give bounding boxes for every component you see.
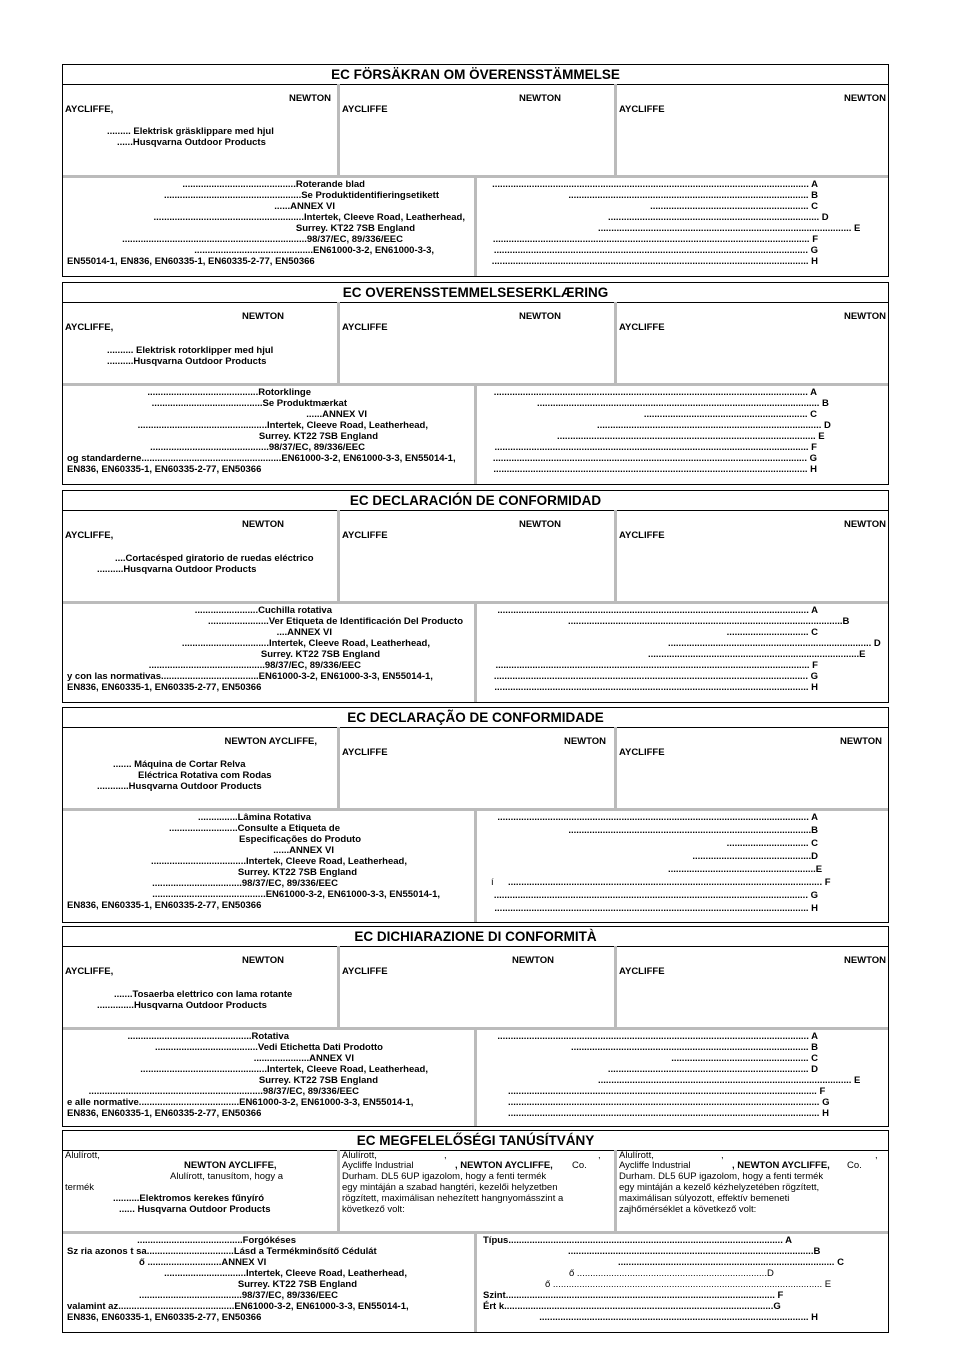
section-grid	[62, 302, 889, 485]
spec-line: .......................................98/37/EC, 89/336/EEC	[138, 1290, 338, 1301]
spec-line: ............................................................................. D	[668, 638, 881, 649]
spec-line: ........................................................................................... B	[568, 190, 818, 201]
spec-line: .................................................................................. C	[618, 1257, 844, 1268]
spec-line: ......ANNEX VI	[274, 201, 335, 212]
right-list	[477, 1030, 888, 1126]
company-text: AYCLIFFE,	[65, 966, 114, 977]
spec-line: Ért k......................................................................................................G	[483, 1301, 781, 1312]
data-row	[63, 1234, 888, 1332]
column-3	[617, 727, 888, 808]
product-text: ......... Elektrisk gräsklippare med hjul	[107, 126, 274, 137]
spec-line: .........................................................Intertek, Cleeve Road, Leatherhead,	[153, 212, 465, 223]
spec-line: e alle normative......................................EN61000-3-2, EN61000-3-3, EN55014-1,	[67, 1097, 414, 1108]
column-2	[340, 1150, 617, 1231]
spec-line: ő ........................................................................D	[569, 1268, 774, 1279]
product-text: ..........Elektromos kerekes fűnyíró	[113, 1193, 265, 1204]
company-text: AYCLIFFE	[619, 530, 665, 541]
section-title: EC FÖRSÄKRAN OM ÖVERENSSTÄMMELSE	[62, 64, 889, 85]
spec-line: ...........................................EN61000-3-2, EN61000-3-3, EN55014-1,	[152, 889, 440, 900]
right-list	[477, 178, 888, 276]
header-row	[63, 84, 888, 175]
spec-line: ............................................................................................B	[568, 825, 818, 836]
company-text: NEWTON AYCLIFFE,	[184, 1160, 277, 1171]
intro-text: termék	[65, 1182, 95, 1193]
data-row	[63, 386, 888, 484]
column-2	[340, 727, 617, 808]
spec-line: ............................................98/37/EC, 89/336/EEC	[148, 660, 361, 671]
spec-line: ........................................................................................................................ A	[492, 179, 818, 190]
spec-line: ........................................................................................................................ F	[492, 234, 818, 245]
spec-line: Típus........................................................................................................ A	[483, 1235, 792, 1246]
spec-line: ...............Lâmina Rotativa	[198, 812, 311, 823]
spec-line: ......................................................................98/37/EC, 89/336/EEC	[122, 234, 403, 245]
spec-line: ....................................................................................................................... F	[495, 660, 818, 671]
column-3	[617, 302, 888, 383]
spec-line: .................................................... C	[671, 1053, 818, 1064]
spec-line: ő ...................................................................................................... E	[545, 1279, 832, 1290]
spec-line: .......................Ver Etiqueta de Identificación Del Producto	[208, 616, 463, 627]
spec-line: EN836, EN60335-1, EN60335-2-77, EN50366	[67, 1312, 262, 1323]
column-3	[617, 946, 888, 1027]
column-1	[63, 727, 340, 808]
intro-text: Alulírott,	[619, 1150, 654, 1161]
spec-line: ...........................................Roterande blad	[182, 179, 365, 190]
section-grid	[62, 946, 889, 1127]
spec-line: ................................................................................ D	[608, 212, 829, 223]
product-text: Eléctrica Rotativa com Rodas	[138, 770, 272, 781]
section-grid	[62, 1150, 889, 1333]
brand-text: ..........Husqvarna Outdoor Products	[107, 356, 267, 367]
company-text: AYCLIFFE	[342, 747, 388, 758]
right-list	[477, 386, 888, 484]
spec-line: .............................................98/37/EC, 89/336/EEC	[150, 442, 365, 453]
company-text: NEWTON	[241, 955, 284, 966]
spec-line: Especificações do Produto	[239, 834, 361, 845]
spec-line: EN836, EN60335-1, EN60335-2-77, EN50366	[67, 682, 262, 693]
intro-text: maximálisan súlyozott, effektív bemeneti	[619, 1193, 790, 1204]
spec-line: ............................................................ C	[650, 201, 818, 212]
spec-line: í	[491, 877, 494, 888]
company-text: AYCLIFFE	[619, 104, 665, 115]
spec-line: .............................................................. C	[643, 409, 817, 420]
spec-line: ..........................Consulte a Etiqueta de	[168, 823, 340, 834]
spec-line: valamint az............................................EN61000-3-2, EN61000-3-3, EN55014-1,	[67, 1301, 409, 1312]
product-text: .......Tosaerba elettrico con lama rotante	[114, 989, 293, 1000]
column-2	[340, 84, 617, 175]
spec-line: .............................................................................................B	[568, 1246, 821, 1257]
spec-line: EN55014-1, EN836, EN60335-1, EN60335-2-77, EN50366	[67, 256, 315, 267]
spec-line: .............................................D	[692, 851, 818, 862]
intro-text: Alulírott, tanusítom, hogy a	[170, 1171, 284, 1182]
spec-line: ................................................................................................ E	[598, 1075, 861, 1086]
left-list	[63, 178, 477, 276]
section-title: EC MEGFELELŐSÉGI TANÚSÍTVÁNY	[62, 1130, 889, 1151]
spec-line: Surrey. KT22 7SB England	[237, 867, 357, 878]
column-1	[63, 84, 340, 175]
company-text: AYCLIFFE	[342, 322, 388, 333]
column-1	[63, 1150, 340, 1231]
left-list	[63, 1030, 477, 1126]
spec-line: Surrey. KT22 7SB England	[258, 431, 378, 442]
intro-text: Alulírott,	[65, 1150, 100, 1161]
section-title: EC DECLARAÇÃO DE CONFORMIDADE	[62, 707, 889, 728]
spec-line: .................................................Intertek, Cleeve Road, Leatherhead,	[137, 420, 428, 431]
spec-line: ..........................................Rotorklinge	[147, 387, 311, 398]
spec-line: ....................................................................................................................... F	[494, 442, 817, 453]
spec-line: ................................................................................E	[648, 649, 866, 660]
spec-line: ....................................................................................................................... F	[508, 877, 831, 888]
spec-line: og standarderne.....................................................EN61000-3-2, EN61000-3-3, EN55014-1,	[67, 453, 456, 464]
header-row	[63, 946, 888, 1027]
column-3	[617, 84, 888, 175]
spec-line: ő ............................ANNEX VI	[139, 1257, 267, 1268]
spec-line: ....................................................................................................................... H	[494, 903, 818, 914]
column-3	[617, 510, 888, 601]
brand-text: ............Husqvarna Outdoor Products	[97, 781, 262, 792]
spec-line: EN836, EN60335-1, EN60335-2-77, EN50366	[67, 1108, 262, 1119]
brand-text: ..........Husqvarna Outdoor Products	[97, 564, 257, 575]
header-row	[63, 510, 888, 601]
spec-line: ....................................................................................................................... H	[493, 464, 817, 475]
company-text: NEWTON	[518, 519, 561, 530]
intro-text: ,	[875, 1150, 878, 1161]
company-text: AYCLIFFE	[342, 104, 388, 115]
company-text: NEWTON	[241, 311, 284, 322]
intro-text: ,	[444, 1150, 447, 1161]
spec-line: ...................................................................................................................... A	[497, 812, 818, 823]
spec-line: .......................................Vedi Etichetta Dati Prodotto	[154, 1042, 383, 1053]
company-text: AYCLIFFE,	[65, 530, 114, 541]
company-text: NEWTON	[563, 736, 606, 747]
header-row	[63, 727, 888, 808]
spec-line: Surrey. KT22 7SB England	[258, 1075, 378, 1086]
right-list	[477, 811, 888, 922]
company-text: NEWTON	[518, 93, 561, 104]
spec-line: ..................................98/37/EC, 89/336/EEC	[152, 878, 338, 889]
spec-line: ................................................................................................ E	[598, 223, 861, 234]
brand-text: ...... Husqvarna Outdoor Products	[119, 1204, 271, 1215]
spec-line: ..................................................................................... D	[597, 420, 831, 431]
intro-text: Durham. DL5 6UP igazolom, hogy a fenti termék	[342, 1171, 547, 1182]
spec-line: ..........................................Se Produktmærkat	[151, 398, 347, 409]
spec-line: ....................................Intertek, Cleeve Road, Leatherhead,	[150, 856, 407, 867]
spec-line: ............................................................................ D	[607, 1064, 818, 1075]
company-text: , NEWTON AYCLIFFE,	[732, 1160, 830, 1171]
spec-line: ...............................................Rotativa	[127, 1031, 289, 1042]
spec-line: .................................................................................................. E	[557, 431, 825, 442]
right-list	[477, 604, 888, 702]
intro-text: Co.	[847, 1160, 862, 1171]
intro-text: rögzített, maximálisan nehezített hangnyomásszint a	[342, 1193, 564, 1204]
spec-line: ....ANNEX VI	[276, 627, 332, 638]
company-text: NEWTON	[839, 736, 882, 747]
data-row	[63, 604, 888, 702]
company-text: AYCLIFFE	[619, 747, 665, 758]
intro-text: egy mintáján a kezelő kézhelyzetében rögzített,	[619, 1182, 820, 1193]
spec-line: Surrey. KT22 7SB England	[260, 649, 380, 660]
spec-line: .....................ANNEX VI	[253, 1053, 354, 1064]
company-text: NEWTON	[843, 519, 886, 530]
spec-line: EN836, EN60335-1, EN60335-2-77, EN50366	[67, 900, 262, 911]
header-row	[63, 302, 888, 383]
section-title: EC DICHIARAZIONE DI CONFORMITÀ	[62, 926, 889, 947]
left-list	[63, 386, 477, 484]
spec-line: ....................................................................................................................... G	[493, 245, 818, 256]
section-grid	[62, 727, 889, 923]
brand-text: ......Husqvarna Outdoor Products	[117, 137, 266, 148]
spec-line: ...................................................................................................... H	[539, 1312, 818, 1323]
company-text: AYCLIFFE,	[65, 104, 114, 115]
company-text: NEWTON	[518, 311, 561, 322]
spec-line: Szint...................................................................................................... F	[483, 1290, 784, 1301]
column-2	[340, 510, 617, 601]
column-3	[617, 1150, 888, 1231]
spec-line: ....................................................................................................................... G	[492, 453, 817, 464]
column-1	[63, 510, 340, 601]
spec-line: ....................................................................................................................... G	[493, 671, 818, 682]
header-row	[63, 1150, 888, 1231]
company-text: NEWTON	[843, 955, 886, 966]
company-text: NEWTON	[288, 93, 331, 104]
column-2	[340, 946, 617, 1027]
left-list	[63, 811, 477, 922]
spec-line: ...............................Intertek, Cleeve Road, Leatherhead,	[164, 1268, 407, 1279]
spec-line: ......ANNEX VI	[306, 409, 367, 420]
spec-line: ....................................................................................................................... G	[493, 890, 818, 901]
column-1	[63, 946, 340, 1027]
data-row	[63, 811, 888, 922]
company-text: AYCLIFFE	[342, 530, 388, 541]
section-grid	[62, 84, 889, 277]
company-text: NEWTON	[843, 93, 886, 104]
spec-line: ........................................Forgókéses	[137, 1235, 296, 1246]
right-list	[477, 1234, 888, 1332]
intro-text: zajhőmérséklet a következő volt:	[619, 1204, 757, 1215]
spec-line: ....................................................................................................................... A	[493, 387, 817, 398]
intro-text: Durham. DL5 6UP igazolom, hogy a fenti termék	[619, 1171, 824, 1182]
spec-line: ........................................................E	[668, 864, 823, 875]
spec-line: Surrey. KT22 7SB England	[237, 1279, 357, 1290]
spec-line: ........................................................................................................................ H	[491, 256, 818, 267]
spec-line: Sz ria azonos t sa.................................Lásd a Termékminősítő Cédulát	[67, 1246, 377, 1257]
intro-text: Co.	[572, 1160, 587, 1171]
intro-text: ,	[598, 1150, 601, 1161]
spec-line: ...................................................................................................................... A	[497, 1031, 818, 1042]
spec-line: ......ANNEX VI	[273, 845, 334, 856]
product-text: ....... Máquina de Cortar Relva	[113, 759, 246, 770]
data-row	[63, 1030, 888, 1126]
spec-line: ............................... C	[726, 627, 818, 638]
brand-text: ..............Husqvarna Outdoor Products	[97, 1000, 267, 1011]
company-text: AYCLIFFE	[342, 966, 388, 977]
spec-line: ....................................................................................................................... H	[494, 682, 818, 693]
spec-line: ..................................................................................................................... F	[508, 1086, 826, 1097]
data-row	[63, 178, 888, 276]
section-title: EC OVERENSSTEMMELSESERKLÆRING	[62, 282, 889, 303]
section-grid	[62, 510, 889, 703]
spec-line: ...................................................................................................................... G	[508, 1097, 830, 1108]
company-text: NEWTON	[843, 311, 886, 322]
spec-line: ...................................................................................................................... A	[497, 605, 818, 616]
company-text: AYCLIFFE	[619, 322, 665, 333]
intro-text: ,	[721, 1150, 724, 1161]
spec-line: y con las normativas.....................................EN61000-3-2, EN61000-3-3, EN55014-1,	[67, 671, 433, 682]
spec-line: ...................................................................................................................... H	[508, 1108, 829, 1119]
spec-line: .......................................................................................... B	[570, 1042, 818, 1053]
spec-line: ........................................................................................................B	[568, 616, 850, 627]
spec-line: ............................... C	[726, 838, 818, 849]
intro-text: Alulírott,	[342, 1150, 377, 1161]
spec-line: .................................Intertek, Cleeve Road, Leatherhead,	[181, 638, 430, 649]
company-text: , NEWTON AYCLIFFE,	[455, 1160, 553, 1171]
company-text: NEWTON	[241, 519, 284, 530]
spec-line: ........................Cuchilla rotativa	[194, 605, 332, 616]
spec-line: ....................................................Se Produktidentifieringsetikett	[163, 190, 439, 201]
left-list	[63, 604, 477, 702]
intro-text: Aycliffe Industrial	[619, 1160, 691, 1171]
spec-line: ..................................................................98/37/EC, 89/336/EEC	[88, 1086, 359, 1097]
intro-text: egy mintáján a szabad hangtéri, kezelői helyzetben	[342, 1182, 558, 1193]
company-text: NEWTON AYCLIFFE,	[224, 736, 317, 747]
column-2	[340, 302, 617, 383]
company-text: AYCLIFFE	[619, 966, 665, 977]
spec-line: Surrey. KT22 7SB England	[295, 223, 415, 234]
product-text: .......... Elektrisk rotorklipper med hjul	[107, 345, 274, 356]
section-title: EC DECLARACIÓN DE CONFORMIDAD	[62, 490, 889, 511]
intro-text: következő volt:	[342, 1204, 405, 1215]
spec-line: EN836, EN60335-1, EN60335-2-77, EN50366	[67, 464, 262, 475]
intro-text: Aycliffe Industrial	[342, 1160, 414, 1171]
product-text: ....Cortacésped giratorio de ruedas eléctrico	[115, 553, 314, 564]
spec-line: ........................................................................................................... B	[537, 398, 829, 409]
company-text: AYCLIFFE,	[65, 322, 114, 333]
column-1	[63, 302, 340, 383]
spec-line: ................................................Intertek, Cleeve Road, Leatherhead,	[140, 1064, 428, 1075]
company-text: NEWTON	[511, 955, 554, 966]
spec-line: .............................................EN61000-3-2, EN61000-3-3,	[194, 245, 434, 256]
left-list	[63, 1234, 477, 1332]
